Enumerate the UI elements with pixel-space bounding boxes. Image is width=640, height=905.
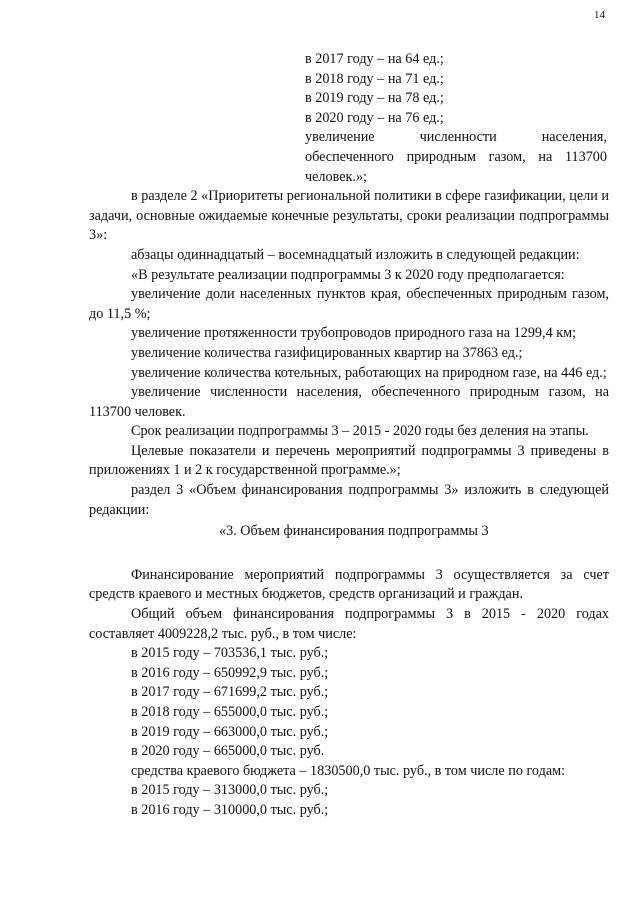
paragraph: раздел 3 «Объем финансирования подпрограммы 3» изложить в следующей редакции: (89, 482, 609, 518)
list-item: увеличение численности населения, обеспеченного природным газом, на 113700 человек.»; (305, 129, 607, 185)
year-amount: в 2015 году – 313000,0 тыс. руб.; (131, 782, 329, 799)
document-body (89, 50, 609, 821)
paragraph: увеличение доли населенных пунктов края, обеспеченных природным газом, до 11,5 %; (89, 286, 609, 322)
paragraph: абзацы одиннадцатый – восемнадцатый изложить в следующей редакции: (131, 246, 580, 263)
previous-list-continuation (305, 50, 607, 187)
paragraph: средства краевого бюджета – 1830500,0 тыс. руб., в том числе по годам: (131, 762, 566, 779)
paragraph: Целевые показатели и перечень мероприятий подпрограммы 3 приведены в приложениях 1 и 2 к государственной программе.»; (89, 442, 609, 479)
paragraph: Общий объем финансирования подпрограммы 3 в 2015 - 2020 годах составляет 4009228,2 тыс. руб., в том числе: (89, 606, 609, 642)
paragraph: «В результате реализации подпрограммы 3 к 2020 году предполагается: (131, 266, 565, 283)
year-amount: в 2019 году – 663000,0 тыс. руб.; (131, 723, 329, 740)
paragraph: увеличение протяженности трубопроводов природного газа на 1299,4 км; (131, 325, 577, 342)
year-amount: в 2016 году – 310000,0 тыс. руб.; (131, 801, 329, 818)
year-amount: в 2016 году – 650992,9 тыс. руб.; (131, 664, 329, 681)
page-number: 14 (594, 9, 605, 21)
paragraph: в разделе 2 «Приоритеты региональной политики в сфере газификации, цели и задачи, основные ожидаемые конечные результаты, сроки реализации подпрограммы 3»: (89, 188, 609, 244)
paragraph: Финансирование мероприятий подпрограммы 3 осуществляется за счет средств краевого и местных бюджетов, средств организаций и граждан. (89, 566, 609, 603)
list-item: в 2018 году – на 71 ед.; (305, 70, 444, 87)
section-heading: «3. Объем финансирования подпрограммы 3 (219, 523, 489, 540)
list-item: в 2019 году – на 78 ед.; (305, 90, 444, 107)
year-amount: в 2017 году – 671699,2 тыс. руб.; (131, 684, 329, 701)
year-amount: в 2018 году – 655000,0 тыс. руб.; (131, 704, 329, 720)
year-amount: в 2015 году – 703536,1 тыс. руб.; (131, 645, 329, 662)
list-item: в 2017 году – на 64 ед.; (305, 51, 444, 67)
paragraph: увеличение численности населения, обеспеченного природным газом, на 113700 человек. (89, 384, 609, 420)
paragraph: увеличение количества котельных, работающих на природном газе, на 446 ед.; (131, 364, 607, 381)
year-amount: в 2020 году – 665000,0 тыс. руб. (131, 743, 325, 760)
paragraph: увеличение количества газифицированных квартир на 37863 ед.; (131, 344, 523, 361)
paragraph: Срок реализации подпрограммы 3 – 2015 - 2020 годы без деления на этапы. (131, 423, 589, 440)
list-item: в 2020 году – на 76 ед.; (305, 109, 444, 126)
